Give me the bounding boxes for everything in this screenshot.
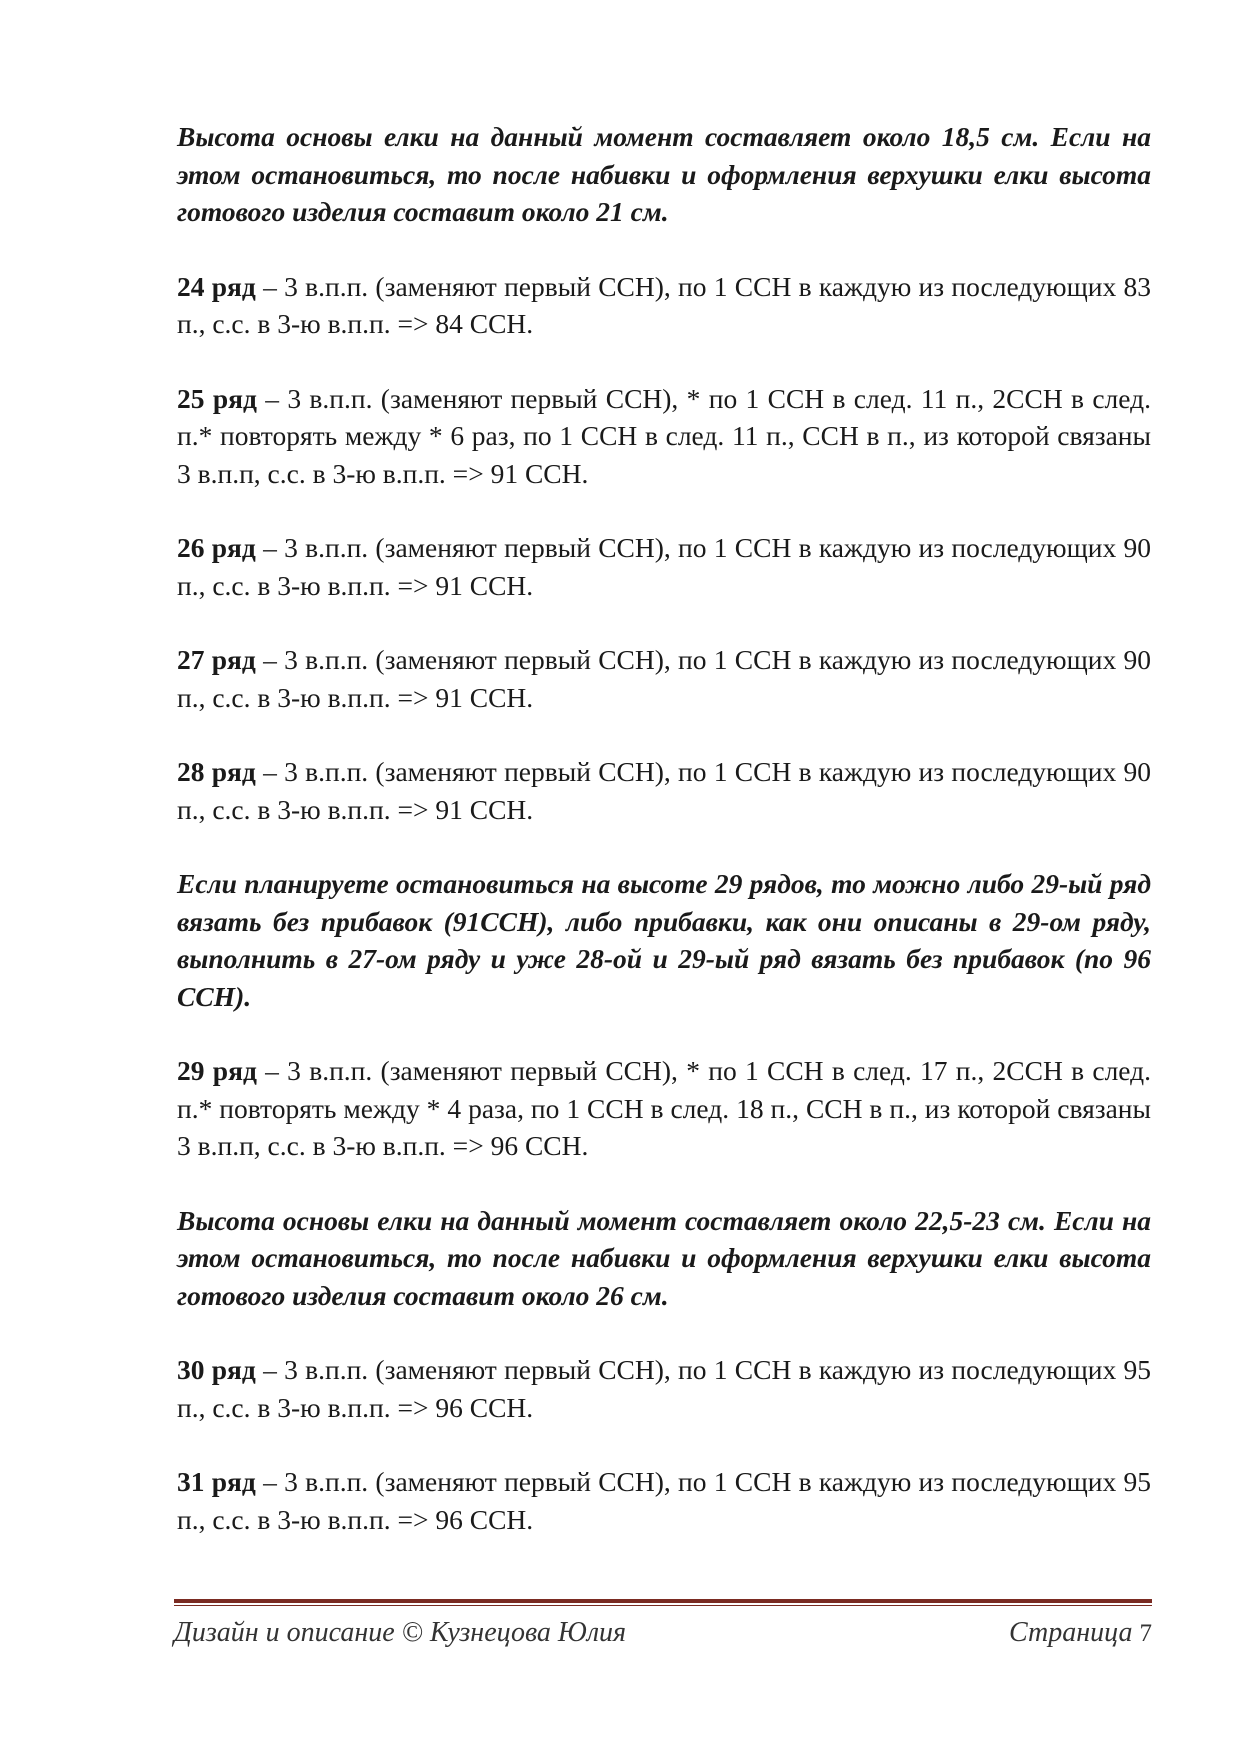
row-label: 25 ряд: [177, 382, 257, 414]
height-note: Высота основы елки на данный момент составляет около 22,5-23 см. Если на этом остановиться, то после набивки и оформления верхушки елки высота готового изделия составит около 26 см.: [177, 1204, 1151, 1311]
stop-option-note: Если планируете остановиться на высоте 29 рядов, то можно либо 29-ый ряд вязать без прибавок (91ССН), либо прибавки, как они описаны в 29-ом ряду, выполнить в 27-ом ряду и уже 28-ой и 29-ый ряд вязать без прибавок (по 96 ССН).: [177, 868, 1151, 1012]
row-text: – 3 в.п.п. (заменяют первый ССН), по 1 ССН в каждую из последующих 90 п., с.с. в 3-ю в.п.п. => 91 ССН.: [177, 532, 1151, 601]
row-instruction: [177, 1052, 1151, 1165]
row-label: 28 ряд: [177, 756, 256, 787]
row-text: – 3 в.п.п. (заменяют первый ССН), по 1 ССН в каждую из последующих 90 п., с.с. в 3-ю в.п.п. => 91 ССН.: [177, 644, 1151, 713]
row-instruction: [177, 753, 1151, 828]
row-label: 30 ряд: [177, 1354, 256, 1385]
row-label: 27 ряд: [177, 644, 256, 675]
row-instruction: [177, 529, 1151, 604]
row-instruction: [177, 641, 1151, 716]
row-instruction: [177, 380, 1151, 493]
row-text: – 3 в.п.п. (заменяют первый ССН), по 1 ССН в каждую из последующих 95 п., с.с. в 3-ю в.п.п. => 96 ССН.: [177, 1466, 1151, 1535]
row-text: – 3 в.п.п. (заменяют первый ССН), * по 1 ССН в след. 11 п., 2ССН в след. п.* повторять между * 6 раз, по 1 ССН в след. 11 п., ССН в п., из которой связаны 3 в.п.п, с.с. в 3-ю в.п.п. => 91 ССН.: [177, 382, 1151, 489]
row-label: 24 ряд: [177, 270, 256, 302]
footer-rule: [174, 1599, 1152, 1606]
row-instruction: [177, 268, 1151, 343]
page-number: 7: [1139, 1620, 1152, 1647]
row-instruction: [177, 1463, 1151, 1538]
row-instruction: [177, 1351, 1151, 1426]
page-content: [177, 118, 1151, 1575]
row-text: – 3 в.п.п. (заменяют первый ССН), по 1 ССН в каждую из последующих 83 п., с.с. в 3-ю в.п.п. => 84 ССН.: [177, 270, 1151, 339]
row-text: – 3 в.п.п. (заменяют первый ССН), * по 1 ССН в след. 17 п., 2ССН в след. п.* повторять между * 4 раза, по 1 ССН в след. 18 п., ССН в п., из которой связаны 3 в.п.п, с.с. в 3-ю в.п.п. => 96 ССН.: [177, 1055, 1152, 1161]
page-footer: [174, 1617, 1152, 1649]
height-note: Высота основы елки на данный момент составляет около 18,5 см. Если на этом остановиться, то после набивки и оформления верхушки елки высота готового изделия составит около 21 см.: [177, 121, 1151, 227]
row-label: 29 ряд: [177, 1055, 257, 1086]
page-label: Страница: [1008, 1617, 1133, 1648]
page-indicator: [1009, 1617, 1152, 1649]
footer-credit: Дизайн и описание © Кузнецова Юлия: [174, 1617, 627, 1648]
row-label: 26 ряд: [177, 532, 256, 563]
row-label: 31 ряд: [177, 1466, 256, 1497]
row-text: – 3 в.п.п. (заменяют первый ССН), по 1 ССН в каждую из последующих 90 п., с.с. в 3-ю в.п.п. => 91 ССН.: [177, 756, 1151, 825]
row-text: – 3 в.п.п. (заменяют первый ССН), по 1 ССН в каждую из последующих 95 п., с.с. в 3-ю в.п.п. => 96 ССН.: [177, 1354, 1151, 1423]
